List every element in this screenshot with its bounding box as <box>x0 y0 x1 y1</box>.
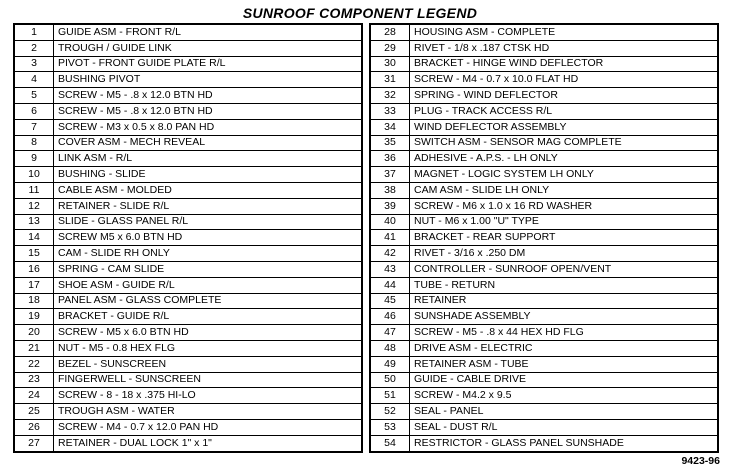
item-description: LINK ASM - R/L <box>54 151 363 167</box>
item-description: HOUSING ASM - COMPLETE <box>410 24 719 40</box>
item-description: SCREW - M4 - 0.7 x 10.0 FLAT HD <box>410 72 719 88</box>
item-description: MAGNET - LOGIC SYSTEM LH ONLY <box>410 167 719 183</box>
legend-table-right <box>369 23 719 453</box>
table-row <box>14 198 362 214</box>
item-description: CABLE ASM - MOLDED <box>54 182 363 198</box>
item-description: RESTRICTOR - GLASS PANEL SUNSHADE <box>410 435 719 451</box>
item-description: BEZEL - SUNSCREEN <box>54 356 363 372</box>
table-row <box>370 372 718 388</box>
item-description: SHOE ASM - GUIDE R/L <box>54 277 363 293</box>
item-number: 20 <box>14 325 54 341</box>
item-description: GUIDE ASM - FRONT R/L <box>54 24 363 40</box>
table-row <box>14 388 362 404</box>
item-number: 25 <box>14 404 54 420</box>
table-row <box>14 24 362 40</box>
table-row <box>370 151 718 167</box>
item-number: 49 <box>370 356 410 372</box>
table-row <box>14 167 362 183</box>
table-row <box>370 230 718 246</box>
table-row <box>370 388 718 404</box>
table-row <box>370 135 718 151</box>
item-number: 47 <box>370 325 410 341</box>
item-description: BUSHING - SLIDE <box>54 167 363 183</box>
table-row <box>14 419 362 435</box>
item-number: 36 <box>370 151 410 167</box>
item-description: SEAL - PANEL <box>410 404 719 420</box>
item-number: 14 <box>14 230 54 246</box>
table-row <box>370 72 718 88</box>
item-description: RETAINER - DUAL LOCK 1" x 1" <box>54 435 363 451</box>
item-number: 46 <box>370 309 410 325</box>
item-number: 7 <box>14 119 54 135</box>
item-description: SEAL - DUST R/L <box>410 419 719 435</box>
table-row <box>14 277 362 293</box>
table-row <box>370 246 718 262</box>
table-row <box>370 119 718 135</box>
item-number: 51 <box>370 388 410 404</box>
item-description: SCREW - M4.2 x 9.5 <box>410 388 719 404</box>
item-number: 40 <box>370 214 410 230</box>
item-description: BRACKET - HINGE WIND DEFLECTOR <box>410 56 719 72</box>
item-description: RETAINER <box>410 293 719 309</box>
table-row <box>14 214 362 230</box>
item-number: 53 <box>370 419 410 435</box>
item-number: 12 <box>14 198 54 214</box>
table-row <box>14 325 362 341</box>
item-description: SCREW M5 x 6.0 BTN HD <box>54 230 363 246</box>
item-number: 38 <box>370 182 410 198</box>
item-description: PIVOT - FRONT GUIDE PLATE R/L <box>54 56 363 72</box>
item-number: 29 <box>370 40 410 56</box>
item-number: 26 <box>14 419 54 435</box>
table-row <box>370 435 718 451</box>
item-number: 50 <box>370 372 410 388</box>
item-description: ADHESIVE - A.P.S. - LH ONLY <box>410 151 719 167</box>
table-row <box>14 261 362 277</box>
table-row <box>370 198 718 214</box>
item-description: RETAINER ASM - TUBE <box>410 356 719 372</box>
item-description: SPRING - WIND DEFLECTOR <box>410 88 719 104</box>
item-description: NUT - M5 - 0.8 HEX FLG <box>54 340 363 356</box>
item-number: 52 <box>370 404 410 420</box>
item-description: SPRING - CAM SLIDE <box>54 261 363 277</box>
item-description: SCREW - M3 x 0.5 x 8.0 PAN HD <box>54 119 363 135</box>
item-number: 32 <box>370 88 410 104</box>
item-description: FINGERWELL - SUNSCREEN <box>54 372 363 388</box>
table-row <box>14 72 362 88</box>
item-description: SCREW - M5 x 6.0 BTN HD <box>54 325 363 341</box>
item-description: RIVET - 3/16 x .250 DM <box>410 246 719 262</box>
table-row <box>370 182 718 198</box>
item-number: 28 <box>370 24 410 40</box>
table-row <box>14 230 362 246</box>
item-description: RIVET - 1/8 x .187 CTSK HD <box>410 40 719 56</box>
table-row <box>14 40 362 56</box>
table-row <box>370 325 718 341</box>
item-number: 16 <box>14 261 54 277</box>
figure-code: 9423-96 <box>681 455 720 467</box>
item-number: 41 <box>370 230 410 246</box>
item-description: RETAINER - SLIDE R/L <box>54 198 363 214</box>
item-description: PLUG - TRACK ACCESS R/L <box>410 103 719 119</box>
table-row <box>14 56 362 72</box>
table-row <box>14 103 362 119</box>
item-number: 22 <box>14 356 54 372</box>
item-description: SLIDE - GLASS PANEL R/L <box>54 214 363 230</box>
item-description: SCREW - M5 - .8 x 44 HEX HD FLG <box>410 325 719 341</box>
table-row <box>370 88 718 104</box>
item-number: 42 <box>370 246 410 262</box>
table-row <box>14 340 362 356</box>
item-description: SCREW - M4 - 0.7 x 12.0 PAN HD <box>54 419 363 435</box>
item-number: 31 <box>370 72 410 88</box>
item-description: COVER ASM - MECH REVEAL <box>54 135 363 151</box>
table-row <box>370 24 718 40</box>
item-description: CAM - SLIDE RH ONLY <box>54 246 363 262</box>
item-description: CONTROLLER - SUNROOF OPEN/VENT <box>410 261 719 277</box>
table-row <box>14 293 362 309</box>
item-description: SCREW - M5 - .8 x 12.0 BTN HD <box>54 103 363 119</box>
item-description: TROUGH ASM - WATER <box>54 404 363 420</box>
item-description: BRACKET - GUIDE R/L <box>54 309 363 325</box>
table-row <box>370 103 718 119</box>
item-number: 9 <box>14 151 54 167</box>
table-row <box>370 214 718 230</box>
item-description: CAM ASM - SLIDE LH ONLY <box>410 182 719 198</box>
table-row <box>370 56 718 72</box>
table-row <box>370 419 718 435</box>
table-row <box>14 151 362 167</box>
item-number: 11 <box>14 182 54 198</box>
item-description: PANEL ASM - GLASS COMPLETE <box>54 293 363 309</box>
table-row <box>370 356 718 372</box>
item-description: GUIDE - CABLE DRIVE <box>410 372 719 388</box>
item-description: TROUGH / GUIDE LINK <box>54 40 363 56</box>
table-row <box>14 372 362 388</box>
item-number: 30 <box>370 56 410 72</box>
item-number: 33 <box>370 103 410 119</box>
item-number: 19 <box>14 309 54 325</box>
item-description: TUBE - RETURN <box>410 277 719 293</box>
item-number: 44 <box>370 277 410 293</box>
item-number: 37 <box>370 167 410 183</box>
item-number: 18 <box>14 293 54 309</box>
table-row <box>370 309 718 325</box>
item-number: 48 <box>370 340 410 356</box>
table-row <box>370 404 718 420</box>
item-number: 13 <box>14 214 54 230</box>
item-number: 34 <box>370 119 410 135</box>
table-row <box>14 135 362 151</box>
item-description: SCREW - 8 - 18 x .375 HI-LO <box>54 388 363 404</box>
table-row <box>370 261 718 277</box>
legend-table-left <box>13 23 363 453</box>
item-description: SUNSHADE ASSEMBLY <box>410 309 719 325</box>
item-description: DRIVE ASM - ELECTRIC <box>410 340 719 356</box>
item-number: 5 <box>14 88 54 104</box>
item-number: 24 <box>14 388 54 404</box>
table-row <box>14 119 362 135</box>
item-number: 45 <box>370 293 410 309</box>
item-number: 17 <box>14 277 54 293</box>
table-row <box>370 340 718 356</box>
table-row <box>14 182 362 198</box>
item-description: NUT - M6 x 1.00 "U" TYPE <box>410 214 719 230</box>
item-description: WIND DEFLECTOR ASSEMBLY <box>410 119 719 135</box>
table-row <box>14 404 362 420</box>
item-number: 15 <box>14 246 54 262</box>
item-number: 39 <box>370 198 410 214</box>
table-row <box>370 167 718 183</box>
table-row <box>14 309 362 325</box>
item-number: 35 <box>370 135 410 151</box>
table-row <box>370 293 718 309</box>
item-number: 2 <box>14 40 54 56</box>
item-description: SWITCH ASM - SENSOR MAG COMPLETE <box>410 135 719 151</box>
item-description: BUSHING PIVOT <box>54 72 363 88</box>
table-row <box>14 246 362 262</box>
item-number: 54 <box>370 435 410 451</box>
item-description: BRACKET - REAR SUPPORT <box>410 230 719 246</box>
table-row <box>370 277 718 293</box>
item-description: SCREW - M5 - .8 x 12.0 BTN HD <box>54 88 363 104</box>
item-number: 8 <box>14 135 54 151</box>
item-number: 4 <box>14 72 54 88</box>
page-title: SUNROOF COMPONENT LEGEND <box>242 5 478 21</box>
table-row <box>14 435 362 451</box>
item-number: 1 <box>14 24 54 40</box>
table-row <box>14 356 362 372</box>
item-description: SCREW - M6 x 1.0 x 16 RD WASHER <box>410 198 719 214</box>
item-number: 3 <box>14 56 54 72</box>
item-number: 10 <box>14 167 54 183</box>
item-number: 6 <box>14 103 54 119</box>
table-row <box>14 88 362 104</box>
item-number: 27 <box>14 435 54 451</box>
item-number: 43 <box>370 261 410 277</box>
item-number: 21 <box>14 340 54 356</box>
item-number: 23 <box>14 372 54 388</box>
table-row <box>370 40 718 56</box>
